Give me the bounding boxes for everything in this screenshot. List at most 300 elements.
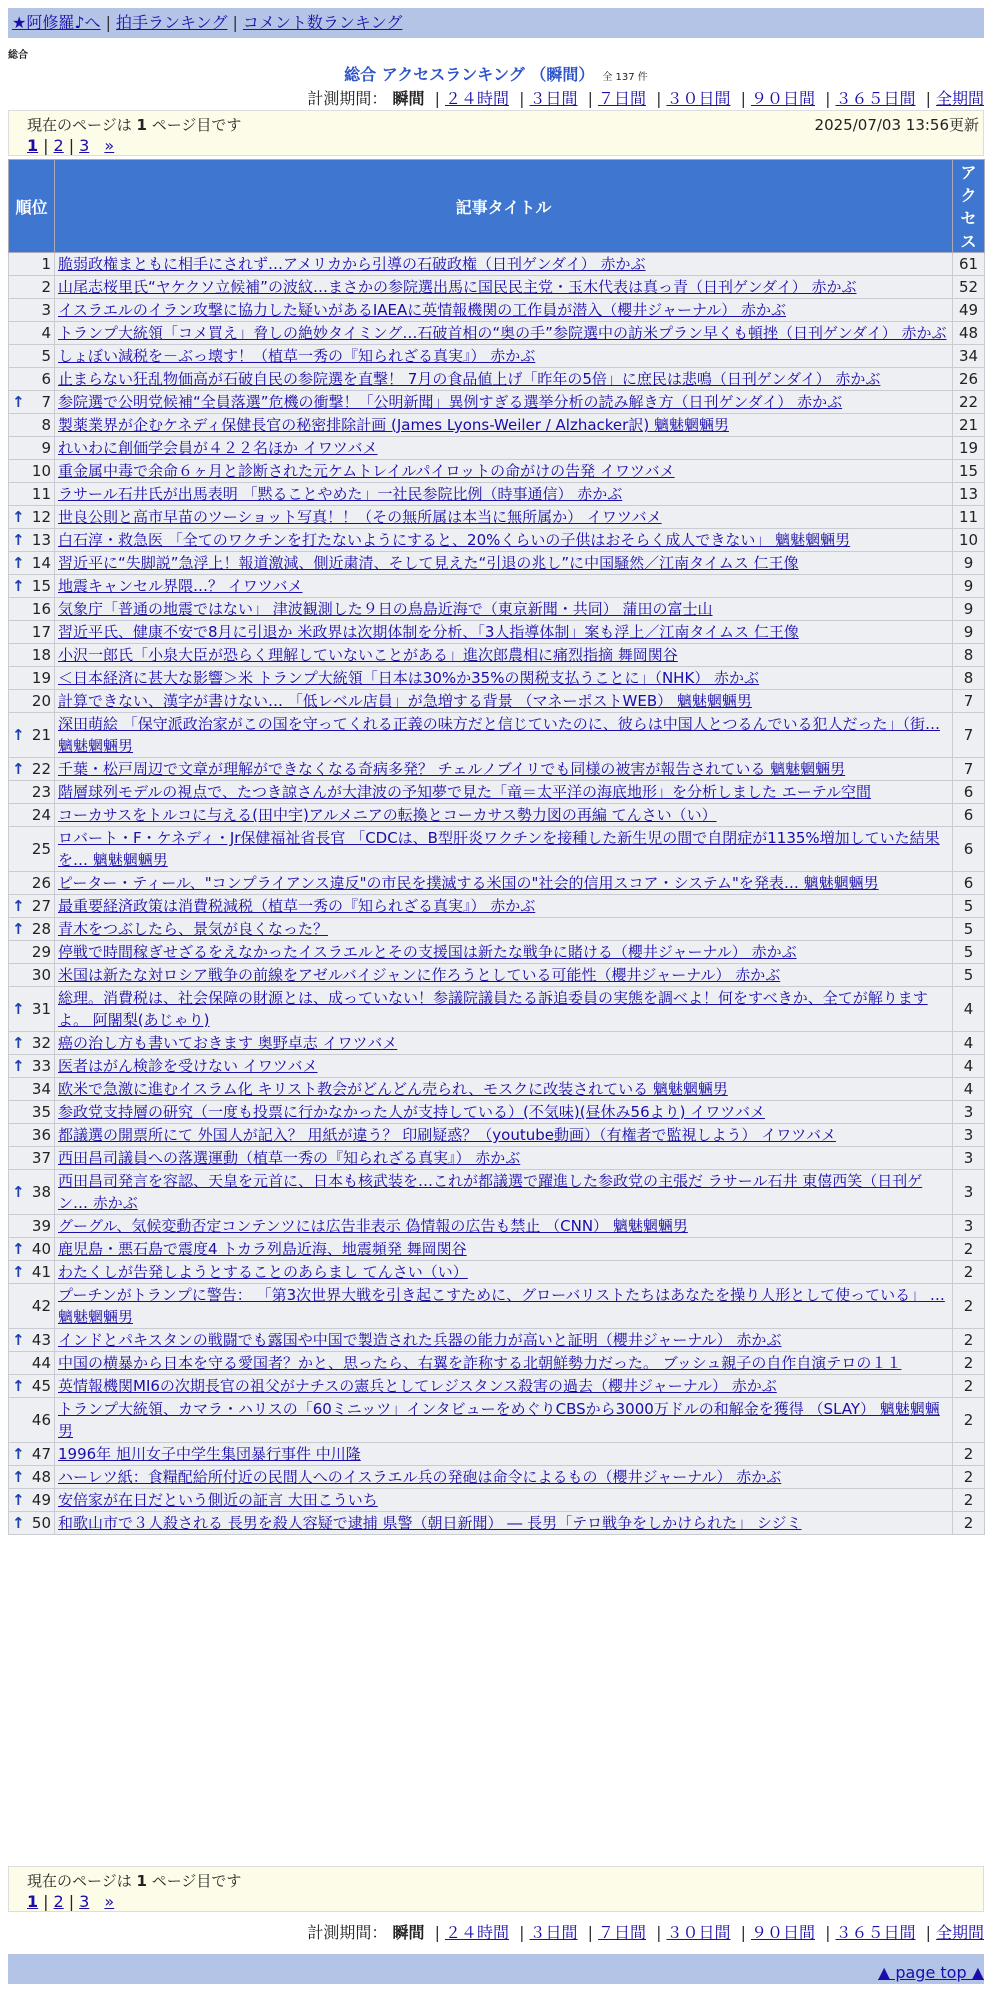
article-title-link[interactable]: 階層球列モデルの視点で、たつき諒さんが大津波の予知夢で見た「竜＝太平洋の海底地形」を分析しました エーテル空間 xyxy=(58,783,871,801)
rank-cell xyxy=(9,1055,55,1078)
rank-cell xyxy=(9,345,55,368)
article-title-link[interactable]: トランプ大統領、カマラ・ハリスの「60ミニッツ」インタビューをめぐりCBSから3000万ドルの和解金を獲得 （SLAY） 魑魅魍魎男 xyxy=(58,1400,940,1440)
period-separator: | xyxy=(925,89,931,108)
access-count: 3 xyxy=(953,1147,985,1170)
title-cell xyxy=(55,1261,953,1284)
title-cell xyxy=(55,1329,953,1352)
period-selector-top xyxy=(307,86,984,109)
rank-cell xyxy=(9,483,55,506)
article-title-link[interactable]: 総理。消費税は、社会保障の財源とは、成っていない！参議院議員たる訴追委員の実態を調べよ！何をすべきか、全てが解りますよ。 阿闍梨(あじゃり) xyxy=(58,989,928,1029)
access-count: 49 xyxy=(953,299,985,322)
rank-cell xyxy=(9,1170,55,1215)
current-page-suffix: ページ目です xyxy=(151,116,242,134)
nav-separator: | xyxy=(232,13,238,32)
rank-number: 11 xyxy=(31,485,51,503)
rank-number: 31 xyxy=(31,1000,51,1018)
up-arrow-icon: ↑ xyxy=(12,1491,25,1509)
table-row xyxy=(9,1284,985,1329)
access-count: 2 xyxy=(953,1284,985,1329)
table-row xyxy=(9,1352,985,1375)
table-row xyxy=(9,1215,985,1238)
access-count: 2 xyxy=(953,1466,985,1489)
table-row xyxy=(9,575,985,598)
table-row xyxy=(9,1398,985,1443)
rank-cell xyxy=(9,1124,55,1147)
article-title-link[interactable]: 都議選の開票所にて 外国人が記入？ 用紙が違う？ 印刷疑惑？（youtube動画）（有権者で監視しよう） イワツバメ xyxy=(58,1126,836,1144)
page-info-top xyxy=(8,110,984,156)
article-title-link[interactable]: ロバート・F・ケネディ・Jr保健福祉省長官 「CDCは、B型肝炎ワクチンを接種した新生児の間で自閉症が1135%増加していた結果を… 魑魅魍魎男 xyxy=(58,829,940,869)
rank-cell xyxy=(9,552,55,575)
title-cell xyxy=(55,987,953,1032)
article-title-link[interactable]: 小沢一郎氏「小泉大臣が恐らく理解していないことがある」進次郎農相に痛烈指摘 舞岡関谷 xyxy=(58,646,678,664)
table-row xyxy=(9,1375,985,1398)
title-cell xyxy=(55,414,953,437)
page-title: 総合 アクセスランキング （瞬間） xyxy=(344,65,595,84)
title-cell xyxy=(55,552,953,575)
rank-cell xyxy=(9,1443,55,1466)
period-current: 瞬間 xyxy=(392,89,425,108)
title-cell xyxy=(55,1215,953,1238)
up-arrow-icon: ↑ xyxy=(12,508,25,526)
table-row xyxy=(9,1032,985,1055)
title-cell xyxy=(55,918,953,941)
title-cell xyxy=(55,690,953,713)
article-title-link[interactable]: わたくしが告発しようとすることのあらまし てんさい（い） xyxy=(58,1263,468,1281)
rank-number: 19 xyxy=(31,669,51,687)
column-header-access: アクセス xyxy=(953,160,985,253)
article-title-link[interactable]: しょぼい減税を－ぶっ壊す！（植草一秀の『知られざる真実』） 赤かぶ xyxy=(58,347,536,365)
access-count: 34 xyxy=(953,345,985,368)
period-option-90d[interactable]: ９０日間 xyxy=(750,1923,815,1942)
article-title-link[interactable]: 参政党支持層の研究（一度も投票に行かなかった人が支持している）(不気味)(昼休み56より) イワツバメ xyxy=(58,1103,765,1121)
period-option-3d[interactable]: ３日間 xyxy=(529,89,578,108)
rank-cell xyxy=(9,644,55,667)
article-title-link[interactable]: 癌の治し方も書いておきます 奥野卓志 イワツバメ xyxy=(58,1034,398,1052)
rank-cell xyxy=(9,1215,55,1238)
table-row xyxy=(9,1238,985,1261)
title-cell xyxy=(55,621,953,644)
access-count: 15 xyxy=(953,460,985,483)
article-title-link[interactable]: 脆弱政権まともに相手にされず…アメリカから引導の石破政権（日刊ゲンダイ） 赤かぶ xyxy=(58,255,646,273)
article-title-link[interactable]: トランプ大統領「コメ買え」脅しの絶妙タイミング…石破首相の“奥の手”参院選中の訪米プラン早くも頓挫（日刊ゲンダイ） 赤かぶ xyxy=(58,324,947,342)
table-row xyxy=(9,644,985,667)
current-page-prefix: 現在のページは xyxy=(27,1872,132,1890)
title-cell xyxy=(55,895,953,918)
article-title-link[interactable]: 白石淳・救急医 「全てのワクチンを打たないようにすると、20%くらいの子供はおそらく成人できない」 魑魅魍魎男 xyxy=(58,531,851,549)
rank-number: 45 xyxy=(31,1377,51,1395)
rank-number: 28 xyxy=(31,920,51,938)
table-row xyxy=(9,918,985,941)
up-arrow-icon: ↑ xyxy=(12,393,25,411)
article-title-link[interactable]: ラサール石井氏が出馬表明 「黙ることやめた」一社民参院比例（時事通信） 赤かぶ xyxy=(58,485,623,503)
period-separator: | xyxy=(656,1923,662,1942)
page-info-bottom xyxy=(8,1866,984,1912)
ranking-table xyxy=(8,159,985,1535)
rank-number: 7 xyxy=(41,393,51,411)
rank-cell xyxy=(9,964,55,987)
rank-cell xyxy=(9,804,55,827)
access-count: 5 xyxy=(953,964,985,987)
rank-number: 39 xyxy=(31,1217,51,1235)
ranking-table-body xyxy=(9,253,985,1535)
rank-number: 48 xyxy=(31,1468,51,1486)
rank-number: 49 xyxy=(31,1491,51,1509)
table-row xyxy=(9,1147,985,1170)
access-count: 11 xyxy=(953,506,985,529)
rank-cell xyxy=(9,872,55,895)
period-separator: | xyxy=(434,89,440,108)
access-count: 7 xyxy=(953,758,985,781)
total-count: 全 137 件 xyxy=(602,72,648,83)
article-title-link[interactable]: 参院選で公明党候補“全員落選”危機の衝撃！「公明新聞」異例すぎる選挙分析の読み解き方（日刊ゲンダイ） 赤かぶ xyxy=(58,393,843,411)
rank-number: 30 xyxy=(31,966,51,984)
table-row xyxy=(9,621,985,644)
period-option-30d[interactable]: ３０日間 xyxy=(666,89,731,108)
access-count: 9 xyxy=(953,575,985,598)
article-title-link[interactable]: グーグル、気候変動否定コンテンツには広告非表示 偽情報の広告も禁止 （CNN） 魑魅魍魎男 xyxy=(58,1217,688,1235)
article-title-link[interactable]: 安倍家が在日だという側近の証言 大田こういち xyxy=(58,1491,378,1509)
pager-link-2[interactable]: 2 xyxy=(53,1892,64,1911)
rank-number: 38 xyxy=(31,1183,51,1201)
article-title-link[interactable]: 深田萌絵 「保守派政治家がこの国を守ってくれる正義の味方だと信じていたのに、彼らは中国人とつるんでいる犯人だった」（街… 魑魅魍魎男 xyxy=(58,715,940,755)
rank-number: 44 xyxy=(31,1354,51,1372)
period-label: 計測期間： xyxy=(307,89,388,108)
rank-number: 36 xyxy=(31,1126,51,1144)
title-cell xyxy=(55,391,953,414)
article-title-link[interactable]: 1996年 旭川女子中学生集団暴行事件 中川隆 xyxy=(58,1445,361,1463)
article-title-link[interactable]: 青木をつぶしたら、景気が良くなった？ xyxy=(58,920,329,938)
table-row xyxy=(9,1078,985,1101)
access-count: 21 xyxy=(953,414,985,437)
period-option-3d[interactable]: ３日間 xyxy=(529,1923,578,1942)
period-option-24h[interactable]: ２４時間 xyxy=(444,1923,509,1942)
access-count: 2 xyxy=(953,1261,985,1284)
article-title-link[interactable]: 止まらない狂乱物価高が石破自民の参院選を直撃！ 7月の食品値上げ「昨年の5倍」に庶民は悲鳴（日刊ゲンダイ） 赤かぶ xyxy=(58,370,881,388)
rank-cell xyxy=(9,1466,55,1489)
up-arrow-icon: ↑ xyxy=(12,1468,25,1486)
table-row xyxy=(9,1329,985,1352)
access-count: 7 xyxy=(953,690,985,713)
article-title-link[interactable]: 地震キャンセル界隈…？ イワツバメ xyxy=(58,577,303,595)
access-count: 5 xyxy=(953,918,985,941)
pager-separator: | xyxy=(68,136,75,155)
access-count: 9 xyxy=(953,621,985,644)
rank-number: 15 xyxy=(31,577,51,595)
access-count: 2 xyxy=(953,1398,985,1443)
pager-separator xyxy=(94,1892,99,1911)
period-separator: | xyxy=(434,1923,440,1942)
current-page-text xyxy=(27,1870,241,1891)
rank-number: 16 xyxy=(31,600,51,618)
table-row xyxy=(9,713,985,758)
current-page-text xyxy=(27,114,241,135)
rank-number: 29 xyxy=(31,943,51,961)
period-selector-bottom xyxy=(307,1920,984,1943)
up-arrow-icon: ↑ xyxy=(12,1183,25,1201)
article-title-link[interactable]: 和歌山市で３人殺される 長男を殺人容疑で逮捕 県警（朝日新聞） ― 長男「テロ戦争をしかけられた」 シジミ xyxy=(58,1514,802,1532)
article-title-link[interactable]: 西田昌司議員への落選運動（植草一秀の『知られざる真実』） 赤かぶ xyxy=(58,1149,521,1167)
pager-link-1[interactable]: 1 xyxy=(27,136,39,155)
access-count: 22 xyxy=(953,391,985,414)
table-row xyxy=(9,368,985,391)
access-count: 4 xyxy=(953,1078,985,1101)
access-count: 3 xyxy=(953,1101,985,1124)
rank-number: 17 xyxy=(31,623,51,641)
article-title-link[interactable]: 医者はがん検診を受けない イワツバメ xyxy=(58,1057,318,1075)
pager-link-3[interactable]: 3 xyxy=(79,136,90,155)
pager-separator: | xyxy=(68,1892,75,1911)
access-count: 61 xyxy=(953,253,985,276)
title-cell xyxy=(55,1055,953,1078)
access-count: 6 xyxy=(953,827,985,872)
up-arrow-icon: ↑ xyxy=(12,897,25,915)
rank-number: 34 xyxy=(31,1080,51,1098)
rank-number: 32 xyxy=(31,1034,51,1052)
rank-cell xyxy=(9,322,55,345)
rank-number: 46 xyxy=(31,1411,51,1429)
period-option-7d[interactable]: ７日間 xyxy=(597,1923,646,1942)
table-row xyxy=(9,1170,985,1215)
article-title-link[interactable]: 英情報機関MI6の次期長官の祖父がナチスの憲兵としてレジスタンス殺害の過去（櫻井ジャーナル） 赤かぶ xyxy=(58,1377,777,1395)
up-arrow-icon: ↑ xyxy=(12,1445,25,1463)
pager-next[interactable]: » xyxy=(104,136,115,155)
article-title-link[interactable]: 気象庁「普通の地震ではない」 津波観測した９日の鳥島近海で（東京新聞・共同） 蒲田の富士山 xyxy=(58,600,713,618)
rank-cell xyxy=(9,529,55,552)
article-title-link[interactable]: コーカサスをトルコに与える(田中宇)アルメニアの転換とコーカサス勢力図の再編 てんさい（い） xyxy=(58,806,717,824)
article-title-link[interactable]: 最重要経済政策は消費税減税（植草一秀の『知られざる真実』） 赤かぶ xyxy=(58,897,536,915)
rank-number: 25 xyxy=(31,840,51,858)
access-count: 9 xyxy=(953,552,985,575)
up-arrow-icon: ↑ xyxy=(12,1331,25,1349)
pager-link-2[interactable]: 2 xyxy=(53,136,64,155)
column-header-title: 記事タイトル xyxy=(55,160,953,253)
title-cell xyxy=(55,827,953,872)
title-cell xyxy=(55,872,953,895)
rank-number: 22 xyxy=(31,760,51,778)
rank-number: 6 xyxy=(41,370,51,388)
rank-number: 13 xyxy=(31,531,51,549)
access-count: 6 xyxy=(953,781,985,804)
table-row xyxy=(9,964,985,987)
table-row xyxy=(9,552,985,575)
rank-number: 37 xyxy=(31,1149,51,1167)
table-row xyxy=(9,1443,985,1466)
table-row xyxy=(9,667,985,690)
rank-number: 8 xyxy=(41,416,51,434)
rank-cell xyxy=(9,1375,55,1398)
pager-top xyxy=(27,136,114,155)
rank-cell xyxy=(9,598,55,621)
period-separator: | xyxy=(740,89,746,108)
up-arrow-icon: ↑ xyxy=(12,920,25,938)
period-separator: | xyxy=(825,1923,831,1942)
access-count: 48 xyxy=(953,322,985,345)
title-cell xyxy=(55,368,953,391)
table-row xyxy=(9,804,985,827)
article-title-link[interactable]: プーチンがトランプに警告： 「第3次世界大戦を引き起こすために、グローバリストたちはあなたを操り人形として使っている」 … 魑魅魍魎男 xyxy=(58,1286,945,1326)
rank-cell xyxy=(9,299,55,322)
rank-cell xyxy=(9,941,55,964)
table-row xyxy=(9,827,985,872)
period-option-all[interactable]: 全期間 xyxy=(935,1923,984,1942)
top-nav-bar xyxy=(8,8,984,38)
access-count: 7 xyxy=(953,713,985,758)
up-arrow-icon: ↑ xyxy=(12,531,25,549)
period-option-all[interactable]: 全期間 xyxy=(935,89,984,108)
rank-number: 47 xyxy=(31,1445,51,1463)
rank-cell xyxy=(9,391,55,414)
table-row xyxy=(9,1489,985,1512)
table-row xyxy=(9,437,985,460)
article-title-link[interactable]: 中国の横暴から日本を守る愛国者？かと、思ったら、右翼を詐称する北朝鮮勢力だった。 ブッシュ親子の自作自演テロの１１ xyxy=(58,1354,902,1372)
article-title-link[interactable]: 習近平に“失脚説”急浮上！報道激減、側近粛清、そして見えた“引退の兆し”に中国騒然／江南タイムス 仁王像 xyxy=(58,554,799,572)
current-page-prefix: 現在のページは xyxy=(27,116,132,134)
access-count: 4 xyxy=(953,1055,985,1078)
table-row xyxy=(9,758,985,781)
title-cell xyxy=(55,667,953,690)
page-top-link[interactable]: ▲ page top ▲ xyxy=(877,1963,984,1982)
nav-link-comment-ranking[interactable]: コメント数ランキング xyxy=(242,13,403,32)
rank-number: 10 xyxy=(31,462,51,480)
access-count: 2 xyxy=(953,1238,985,1261)
table-row xyxy=(9,483,985,506)
rank-cell xyxy=(9,575,55,598)
rank-cell xyxy=(9,276,55,299)
period-option-365d[interactable]: ３６５日間 xyxy=(835,1923,916,1942)
rank-cell xyxy=(9,918,55,941)
title-cell xyxy=(55,598,953,621)
title-cell xyxy=(55,713,953,758)
up-arrow-icon: ↑ xyxy=(12,1034,25,1052)
access-count: 10 xyxy=(953,529,985,552)
bottom-bar xyxy=(8,1954,984,1984)
article-title-link[interactable]: 欧米で急激に進むイスラム化 キリスト教会がどんどん売られ、モスクに改装されている 魑魅魍魎男 xyxy=(58,1080,728,1098)
nav-link-asyura[interactable]: ★阿修羅♪へ xyxy=(12,13,101,32)
pager-link-3[interactable]: 3 xyxy=(79,1892,90,1911)
title-cell xyxy=(55,575,953,598)
article-title-link[interactable]: 鹿児島・悪石島で震度4 トカラ列島近海、地震頻発 舞岡関谷 xyxy=(58,1240,467,1258)
rank-number: 14 xyxy=(31,554,51,572)
current-page-number: 1 xyxy=(136,1872,147,1890)
rank-number: 12 xyxy=(31,508,51,526)
table-row xyxy=(9,253,985,276)
title-cell xyxy=(55,253,953,276)
rank-number: 23 xyxy=(31,783,51,801)
title-cell xyxy=(55,1443,953,1466)
table-row xyxy=(9,1124,985,1147)
title-cell xyxy=(55,1238,953,1261)
period-separator: | xyxy=(740,1923,746,1942)
rank-number: 41 xyxy=(31,1263,51,1281)
title-cell xyxy=(55,483,953,506)
access-count: 26 xyxy=(953,368,985,391)
rank-cell xyxy=(9,1398,55,1443)
period-separator: | xyxy=(519,89,525,108)
title-cell xyxy=(55,1284,953,1329)
rank-number: 33 xyxy=(31,1057,51,1075)
article-title-link[interactable]: 世良公則と高市早苗のツーショット写真！！（その無所属は本当に無所属か） イワツバメ xyxy=(58,508,662,526)
access-count: 2 xyxy=(953,1352,985,1375)
rank-number: 24 xyxy=(31,806,51,824)
article-title-link[interactable]: イスラエルのイラン攻撃に協力した疑いがあるIAEAに英情報機関の工作員が潜入（櫻井ジャーナル） 赤かぶ xyxy=(58,301,786,319)
rank-number: 18 xyxy=(31,646,51,664)
article-title-link[interactable]: 製薬業界が企むケネディ保健長官の秘密排除計画 (James Lyons-Weiler / Alzhacker訳) 魑魅魍魎男 xyxy=(58,416,729,434)
nav-link-applause-ranking[interactable]: 拍手ランキング xyxy=(115,13,228,32)
rank-cell xyxy=(9,1032,55,1055)
pager-separator: | xyxy=(43,136,49,155)
title-cell xyxy=(55,1512,953,1535)
table-row xyxy=(9,1055,985,1078)
title-cell xyxy=(55,1375,953,1398)
nav-separator: | xyxy=(105,13,111,32)
period-option-24h[interactable]: ２４時間 xyxy=(444,89,509,108)
up-arrow-icon: ↑ xyxy=(12,1240,25,1258)
period-separator: | xyxy=(656,89,662,108)
pager-separator: | xyxy=(43,1892,49,1911)
table-row xyxy=(9,872,985,895)
page-title-row xyxy=(8,62,984,85)
period-current: 瞬間 xyxy=(392,1923,425,1942)
article-title-link[interactable]: ハーレツ紙：食糧配給所付近の民間人へのイスラエル兵の発砲は命令によるもの（櫻井ジャーナル） 赤かぶ xyxy=(58,1468,782,1486)
article-title-link[interactable]: 重金属中毒で余命６ヶ月と診断された元ケムトレイルパイロットの命がけの告発 イワツバメ xyxy=(58,462,675,480)
period-option-90d[interactable]: ９０日間 xyxy=(750,89,815,108)
access-count: 9 xyxy=(953,598,985,621)
rank-cell xyxy=(9,1512,55,1535)
period-separator: | xyxy=(925,1923,931,1942)
pager-link-1[interactable]: 1 xyxy=(27,1892,39,1911)
article-title-link[interactable]: 停戦で時間稼ぎせざるをえなかったイスラエルとその支援国は新たな戦争に賭ける（櫻井ジャーナル） 赤かぶ xyxy=(58,943,797,961)
up-arrow-icon: ↑ xyxy=(12,760,25,778)
up-arrow-icon: ↑ xyxy=(12,1263,25,1281)
up-arrow-icon: ↑ xyxy=(12,1377,25,1395)
access-count: 2 xyxy=(953,1329,985,1352)
rank-cell xyxy=(9,1352,55,1375)
table-row xyxy=(9,414,985,437)
access-count: 5 xyxy=(953,895,985,918)
up-arrow-icon: ↑ xyxy=(12,577,25,595)
rank-cell xyxy=(9,1489,55,1512)
title-cell xyxy=(55,345,953,368)
title-cell xyxy=(55,276,953,299)
article-title-link[interactable]: インドとパキスタンの戦闘でも露国や中国で製造された兵器の能力が高いと証明（櫻井ジャーナル） 赤かぶ xyxy=(58,1331,782,1349)
article-title-link[interactable]: 米国は新たな対ロシア戦争の前線をアゼルバイジャンに作ろうとしている可能性（櫻井ジャーナル） 赤かぶ xyxy=(58,966,781,984)
title-cell xyxy=(55,1170,953,1215)
article-title-link[interactable]: 習近平氏、健康不安で8月に引退か 米政界は次期体制を分析、「3人指導体制」案も浮上／江南タイムス 仁王像 xyxy=(58,623,799,641)
title-cell xyxy=(55,1466,953,1489)
period-option-365d[interactable]: ３６５日間 xyxy=(835,89,916,108)
period-option-7d[interactable]: ７日間 xyxy=(597,89,646,108)
table-row xyxy=(9,941,985,964)
title-cell xyxy=(55,1078,953,1101)
rank-number: 9 xyxy=(41,439,51,457)
access-count: 6 xyxy=(953,804,985,827)
article-title-link[interactable]: 山尾志桜里氏“ヤケクソ立候補”の波紋…まさかの参院選出馬に国民民主党・玉木代表は真っ青（日刊ゲンダイ） 赤かぶ xyxy=(58,278,857,296)
article-title-link[interactable]: ＜日本経済に甚大な影響＞米 トランプ大統領「日本は30%か35%の関税支払うことに」（NHK） 赤かぶ xyxy=(58,669,760,687)
pager-next[interactable]: » xyxy=(104,1892,115,1911)
title-cell xyxy=(55,804,953,827)
period-option-30d[interactable]: ３０日間 xyxy=(666,1923,731,1942)
article-title-link[interactable]: れいわに創価学会員が４２２名ほか イワツバメ xyxy=(58,439,378,457)
article-title-link[interactable]: ピーター・ティール、"コンプライアンス違反"の市民を撲滅する米国の"社会的信用スコア・システム"を発表… 魑魅魍魎男 xyxy=(58,874,879,892)
article-title-link[interactable]: 千葉・松戸周辺で文章が理解ができなくなる奇病多発？ チェルノブイリでも同様の被害が報告されている 魑魅魍魎男 xyxy=(58,760,846,778)
rank-number: 42 xyxy=(31,1297,51,1315)
article-title-link[interactable]: 西田昌司発言を容認、天皇を元首に、日本も核武装を…これが都議選で躍進した参政党の主張だ ラサール石井 東僖西笑（日刊ゲン… 赤かぶ xyxy=(58,1172,923,1212)
title-cell xyxy=(55,941,953,964)
article-title-link[interactable]: 計算できない、漢字が書けない… 「低レベル店員」が急増する背景 （マネーポストWEB） 魑魅魍魎男 xyxy=(58,692,752,710)
rank-number: 26 xyxy=(31,874,51,892)
rank-cell xyxy=(9,253,55,276)
table-row xyxy=(9,1466,985,1489)
